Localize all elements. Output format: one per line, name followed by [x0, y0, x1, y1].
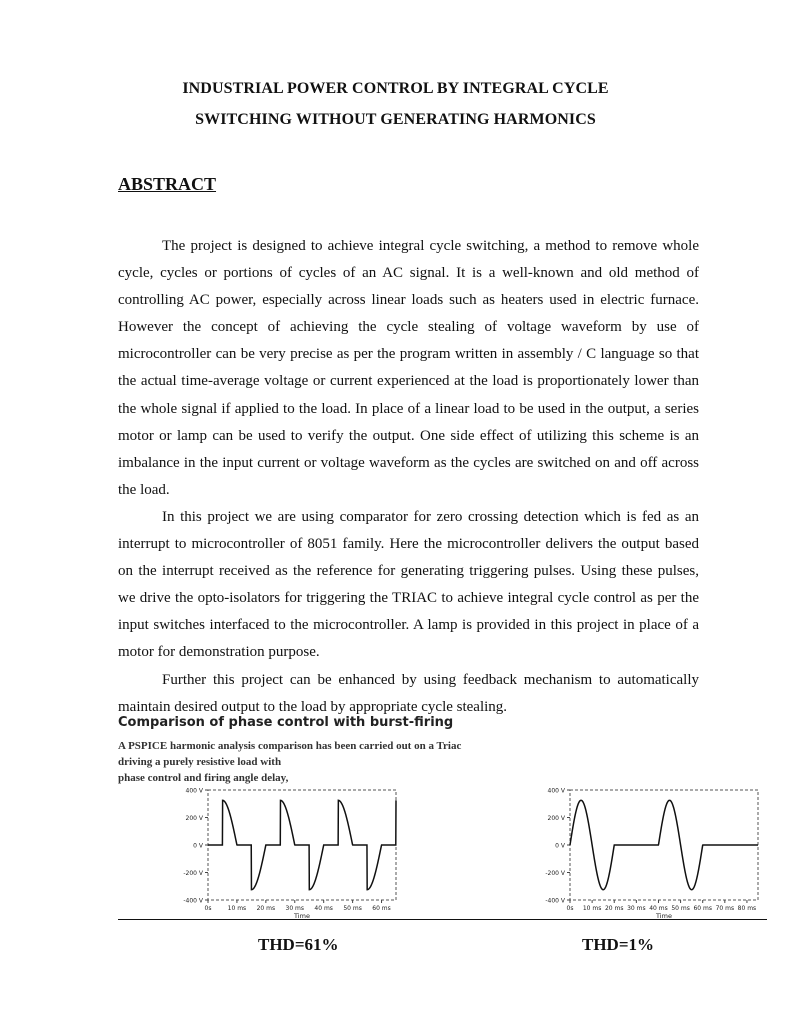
- x-tick-label: 10 ms: [582, 905, 602, 912]
- x-tick-label: 0s: [204, 905, 212, 912]
- x-tick-label: 20 ms: [604, 905, 624, 912]
- waveform-series: [570, 800, 758, 889]
- x-tick-label: 50 ms: [343, 905, 362, 912]
- y-tick-label: 200 V: [185, 815, 203, 822]
- thd-label-phase-control: THD=61%: [258, 935, 339, 954]
- y-tick-label: -200 V: [183, 870, 203, 877]
- burst-firing-waveform-chart: [530, 782, 770, 922]
- x-axis-label: Time: [656, 912, 672, 920]
- thd-label-burst-firing: THD=1%: [582, 935, 655, 954]
- figure-desc-line-2b: phase control and firing angle delay,: [118, 772, 289, 784]
- title-line-1: INDUSTRIAL POWER CONTROL BY INTEGRAL CYCLE: [182, 80, 609, 97]
- x-tick-label: 20 ms: [256, 905, 276, 912]
- paragraph-2: In this project we are using comparator for zero crossing detection which is fed as an interrupt to microcontroller of 8051 family. Here the microcontroller delivers the output based on the interrupt received as the reference for generating triggering pulses. Using these pulses, we drive the opto-isolators for triggering the TRIAC to achieve integral cycle control as per the input switches interfaced to the microcontroller. A lamp is provided in this project in place of a motor for demonstration purpose.: [118, 508, 699, 661]
- x-tick-label: 30 ms: [285, 905, 305, 912]
- paragraph-3: Further this project can be enhanced by using feedback mechanism to automatically maintain desired output to the load by appropriate cycle stealing.: [118, 671, 699, 715]
- x-tick-label: 30 ms: [627, 905, 646, 912]
- paragraph-1: The project is designed to achieve integral cycle switching, a method to remove whole cycle, cycles or portions of cycles of an AC signal. It is a well-known and old method of controlling AC power, especially across linear loads such as heaters used in electric furnace. However the concept of achieving the cycle stealing of voltage waveform by use of microcontroller can be very precise as per the program written in assembly / C language so that the actual time-average voltage or current experienced at the load is proportionately lower than the whole signal if applied to the load. In place of a linear load to be used in the output, a series motor or lamp can be used to verify the output. One side effect of utilizing this scheme is an imbalance in the input current or voltage waveform as the cycles are switched on and off across the load.: [118, 238, 699, 498]
- x-tick-label: 80 ms: [737, 905, 757, 912]
- figure-desc-line-2a: driving a purely resistive load with: [118, 756, 282, 768]
- y-tick-label: -200 V: [545, 870, 565, 877]
- title-line-2: SWITCHING WITHOUT GENERATING HARMONICS: [195, 111, 596, 128]
- y-tick-label: -400 V: [545, 897, 565, 905]
- y-tick-label: -400 V: [183, 897, 203, 905]
- y-tick-label: 400 V: [185, 787, 203, 795]
- abstract-body: [118, 233, 699, 721]
- abstract-heading: ABSTRACT: [118, 174, 217, 194]
- x-axis-label: Time: [294, 912, 310, 920]
- x-tick-label: 0s: [566, 905, 574, 912]
- phase-control-waveform-chart: [168, 782, 408, 922]
- figure-desc-line-1: A PSPICE harmonic analysis comparison has been carried out on a Triac: [118, 740, 462, 752]
- x-tick-label: 40 ms: [314, 905, 333, 912]
- x-tick-label: 40 ms: [649, 905, 668, 912]
- figure-description: [118, 738, 478, 786]
- x-tick-label: 60 ms: [693, 905, 712, 912]
- waveform-series: [208, 800, 396, 889]
- y-tick-label: 400 V: [547, 787, 565, 795]
- x-tick-label: 10 ms: [227, 905, 247, 912]
- x-tick-label: 50 ms: [671, 905, 690, 912]
- y-tick-label: 0 V: [193, 842, 203, 850]
- horizontal-rule: [118, 919, 767, 920]
- x-tick-label: 70 ms: [715, 905, 735, 912]
- y-tick-label: 0 V: [555, 842, 565, 850]
- y-tick-label: 200 V: [547, 815, 565, 822]
- x-tick-label: 60 ms: [372, 905, 391, 912]
- figure-heading: Comparison of phase control with burst-firing: [118, 715, 454, 730]
